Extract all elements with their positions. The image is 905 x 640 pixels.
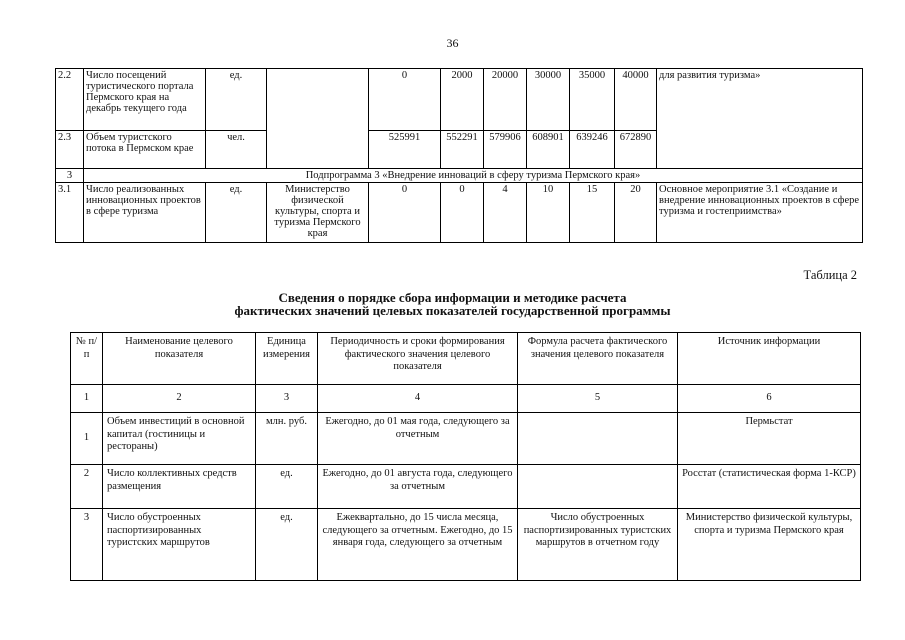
formula	[518, 413, 678, 465]
header-cell: Периодичность и сроки формирования фактического значения целевого показателя	[318, 333, 518, 385]
row-num: 1	[71, 413, 103, 465]
value: 525991	[369, 131, 441, 169]
table-row	[71, 509, 861, 581]
column-number: 5	[518, 385, 678, 413]
indicators-table-continued	[55, 68, 863, 243]
value: 608901	[527, 131, 570, 169]
header-row	[71, 333, 861, 385]
page-number: 36	[446, 36, 459, 50]
column-number: 4	[318, 385, 518, 413]
header-cell: Формула расчета фактического значения целевого показателя	[518, 333, 678, 385]
formula: Число обустроенных паспортизированных туристских маршрутов в отчетном году	[518, 509, 678, 581]
source: Министерство физической культуры, спорта и туризма Пермского края	[678, 509, 861, 581]
subprogram-row	[56, 169, 863, 183]
unit: млн. руб.	[256, 413, 318, 465]
header-cell: Единица измерения	[256, 333, 318, 385]
indicator-name: Число посещений туристического портала Пермского края на декабрь текущего года	[84, 69, 206, 131]
methodology-table	[70, 332, 861, 581]
value: 20000	[484, 69, 527, 131]
value: 672890	[615, 131, 657, 169]
column-number: 3	[256, 385, 318, 413]
column-number: 2	[103, 385, 256, 413]
header-cell: № п/п	[71, 333, 103, 385]
value: 40000	[615, 69, 657, 131]
value: 15	[570, 183, 615, 243]
period: Ежеквартально, до 15 числа месяца, следующего за отчетным. Ежегодно, до 15 января года, следующего за отчетным	[318, 509, 518, 581]
unit: ед.	[206, 183, 267, 243]
indicator-name: Объем инвестиций в основной капитал (гостиницы и рестораны)	[103, 413, 256, 465]
period: Ежегодно, до 01 августа года, следующего за отчетным	[318, 465, 518, 509]
table-row	[56, 69, 863, 131]
table-caption: Таблица 2	[803, 268, 857, 282]
indicator-name: Число реализованных инновационных проектов в сфере туризма	[84, 183, 206, 243]
table-row	[71, 465, 861, 509]
source: Пермьстат	[678, 413, 861, 465]
row-num: 3	[71, 509, 103, 581]
column-number: 6	[678, 385, 861, 413]
value: 4	[484, 183, 527, 243]
value: 0	[441, 183, 484, 243]
indicator-name: Число коллективных средств размещения	[103, 465, 256, 509]
column-number: 1	[71, 385, 103, 413]
value: 20	[615, 183, 657, 243]
row-num: 2.3	[56, 131, 84, 169]
row-num: 3	[56, 169, 84, 183]
row-num: 2	[71, 465, 103, 509]
row-num: 2.2	[56, 69, 84, 131]
table-title	[0, 291, 905, 317]
value: 2000	[441, 69, 484, 131]
unit: чел.	[206, 131, 267, 169]
unit: ед.	[256, 509, 318, 581]
title-line: фактических значений целевых показателей государственной программы	[234, 303, 671, 318]
formula	[518, 465, 678, 509]
event-cell: для развития туризма»	[657, 69, 863, 169]
source: Росстат (статистическая форма 1-КСР)	[678, 465, 861, 509]
value: 639246	[570, 131, 615, 169]
row-num: 3.1	[56, 183, 84, 243]
event-cell: Основное мероприятие 3.1 «Создание и внедрение инновационных проектов в сфере туризма и гостеприимства»	[657, 183, 863, 243]
indicator-name: Число обустроенных паспортизированных туристских маршрутов	[103, 509, 256, 581]
table-row	[56, 183, 863, 243]
indicator-name: Объем туристского потока в Пермском крае	[84, 131, 206, 169]
value: 0	[369, 69, 441, 131]
responsible: Министерство физической культуры, спорта и туризма Пермского края	[267, 183, 369, 243]
value: 552291	[441, 131, 484, 169]
value: 35000	[570, 69, 615, 131]
column-number-row	[71, 385, 861, 413]
value: 579906	[484, 131, 527, 169]
value: 30000	[527, 69, 570, 131]
table-row	[71, 413, 861, 465]
unit: ед.	[256, 465, 318, 509]
unit: ед.	[206, 69, 267, 131]
header-cell: Наименование целевого показателя	[103, 333, 256, 385]
period: Ежегодно, до 01 мая года, следующего за отчетным	[318, 413, 518, 465]
value: 10	[527, 183, 570, 243]
header-cell: Источник информации	[678, 333, 861, 385]
subprogram-label: Подпрограмма 3 «Внедрение инноваций в сферу туризма Пермского края»	[84, 169, 863, 183]
title-line: Сведения о порядке сбора информации и методике расчета	[278, 290, 627, 305]
value: 0	[369, 183, 441, 243]
responsible	[267, 69, 369, 169]
